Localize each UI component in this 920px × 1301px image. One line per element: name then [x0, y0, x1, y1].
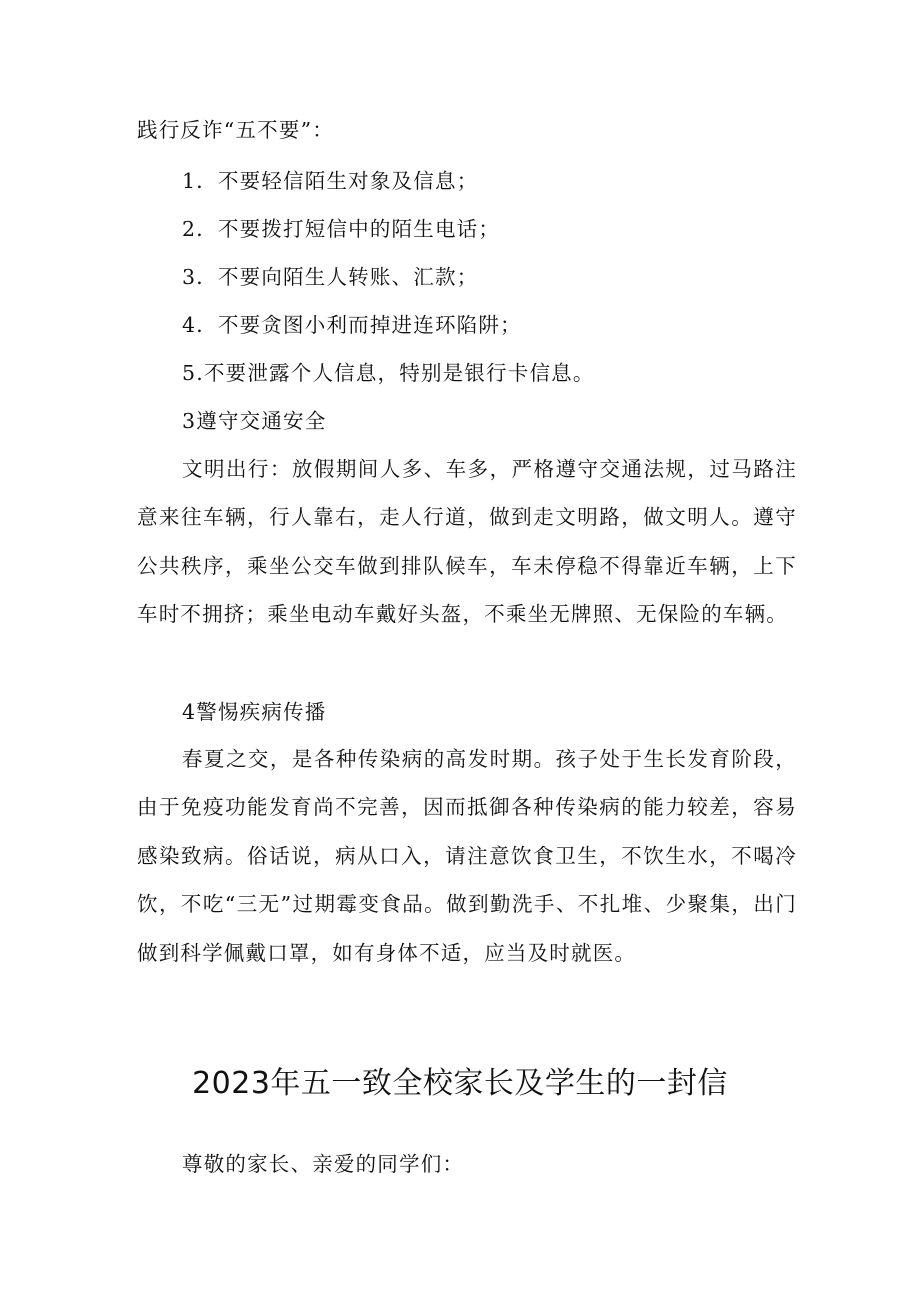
letter-title: 2023年五一致全校家长及学生的一封信: [192, 1066, 728, 1101]
anti-fraud-item-1: 1．不要轻信陌生对象及信息；: [182, 169, 479, 193]
anti-fraud-item-4: 4．不要贪图小利而掉进连环陷阱；: [182, 313, 522, 337]
traffic-safety-heading: 3遵守交通安全: [182, 409, 327, 433]
anti-fraud-intro: 践行反诈“五不要”：: [137, 118, 334, 142]
anti-fraud-item-3: 3．不要向陌生人转账、汇款；: [182, 265, 479, 289]
traffic-safety-paragraph: 文明出行：放假期间人多、车多，严格遵守交通法规，过马路注意来往车辆，行人靠右，走人行道，做到走文明路，做文明人。遵守公共秩序，乘坐公交车做到排队候车，车未停稳不得靠近车辆，上下车时不拥挤；乘坐电动车戴好头盔，不乘坐无牌照、无保险的车辆。: [137, 457, 797, 627]
disease-prevention-paragraph: 春夏之交，是各种传染病的高发时期。孩子处于生长发育阶段，由于免疫功能发育尚不完善，因而抵御各种传染病的能力较差，容易感染致病。俗话说，病从口入，请注意饮食卫生，不饮生水，不喝冷饮，不吃“三无”过期霉变食品。做到勤洗手、不扎堆、少聚集，出门做到科学佩戴口罩，如有身体不适，应当及时就医。: [137, 747, 797, 965]
disease-prevention-heading: 4警惕疾病传播: [182, 700, 327, 724]
anti-fraud-item-5: 5.不要泄露个人信息，特别是银行卡信息。: [182, 361, 595, 385]
anti-fraud-item-2: 2．不要拨打短信中的陌生电话；: [182, 217, 501, 241]
letter-salutation: 尊敬的家长、亲爱的同学们：: [182, 1152, 465, 1176]
